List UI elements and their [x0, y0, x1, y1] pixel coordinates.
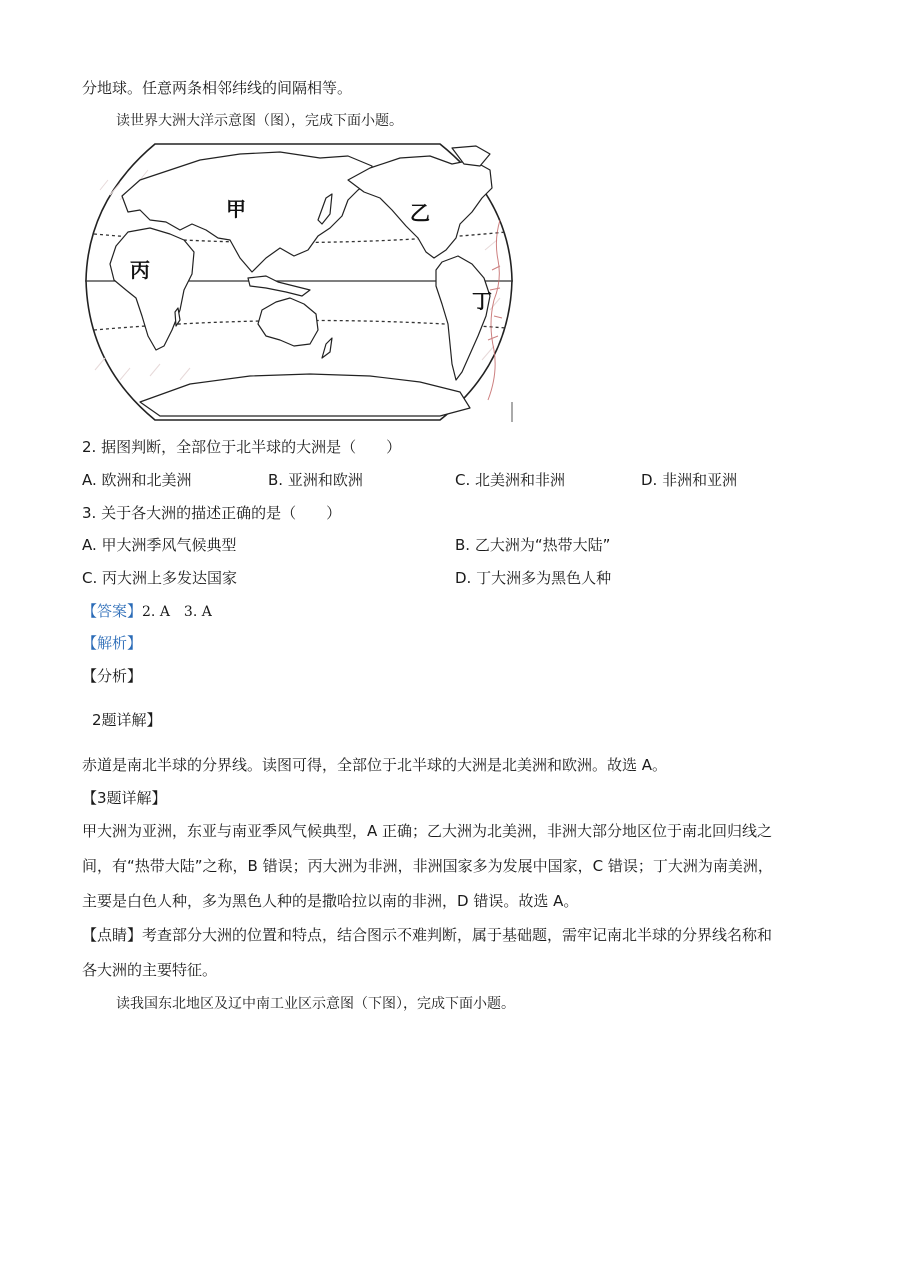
label-yi: 乙: [410, 201, 430, 225]
answer-row: [82, 601, 212, 622]
fenxi-tag: 【分析】: [82, 667, 143, 685]
answer-tag: 【答案】: [82, 602, 143, 620]
q2-option-c: C. 北美洲和非洲: [455, 471, 566, 489]
q2-option-b: B. 亚洲和欧洲: [268, 471, 363, 489]
label-jia: 甲: [226, 197, 246, 221]
q3-option-d: D. 丁大洲多为黑色人种: [455, 569, 612, 587]
q3-detail-line-1: 甲大洲为亚洲，东亚与南亚季风气候典型，A 正确；乙大洲为北美洲，非洲大部分地区位于南北回归线之: [82, 822, 773, 840]
q3-detail-heading: 【3题详解】: [82, 789, 167, 807]
analysis-tag: 【解析】: [82, 634, 143, 652]
q3-option-b: B. 乙大洲为“热带大陆”: [455, 536, 611, 554]
world-continents-map: [80, 140, 520, 425]
q3-detail-line-2: 间，有“热带大陆”之称，B 错误；丙大洲为非洲，非洲国家多为发展中国家，C 错误；丁大洲为南美洲，: [82, 857, 773, 875]
answer-text: 2. A 3. A: [142, 604, 212, 620]
label-bing: 丙: [130, 258, 150, 282]
q2-stem: 2. 据图判断，全部位于北半球的大洲是（ ）: [82, 438, 402, 456]
q2-detail-text: 赤道是南北半球的分界线。读图可得，全部位于北半球的大洲是北美洲和欧洲。故选 A。: [82, 756, 668, 774]
map-instruction: 读世界大洲大洋示意图（图），完成下面小题。: [116, 113, 403, 129]
q3-stem: 3. 关于各大洲的描述正确的是（ ）: [82, 504, 342, 522]
q2-option-a: A. 欧洲和北美洲: [82, 471, 192, 489]
dianjing-tag: 【点睛】: [82, 926, 143, 944]
label-ding: 丁: [472, 289, 492, 313]
q2-option-d: D. 非洲和亚洲: [641, 471, 738, 489]
intro-text: 分地球。任意两条相邻纬线的间隔相等。: [82, 79, 353, 97]
dianjing-line-2: 各大洲的主要特征。: [82, 961, 218, 979]
dianjing-line-1: 考查部分大洲的位置和特点，结合图示不难判断，属于基础题，需牢记南北半球的分界线名称和: [142, 926, 773, 944]
q3-option-a: A. 甲大洲季风气候典型: [82, 536, 237, 554]
q3-option-c: C. 丙大洲上多发达国家: [82, 569, 238, 587]
q3-detail-line-3: 主要是白色人种，多为黑色人种的是撒哈拉以南的非洲，D 错误。故选 A。: [82, 892, 579, 910]
q2-detail-heading: 2题详解】: [92, 711, 162, 729]
dianjing-row: [82, 925, 772, 945]
next-instruction: 读我国东北地区及辽中南工业区示意图（下图），完成下面小题。: [116, 996, 515, 1012]
